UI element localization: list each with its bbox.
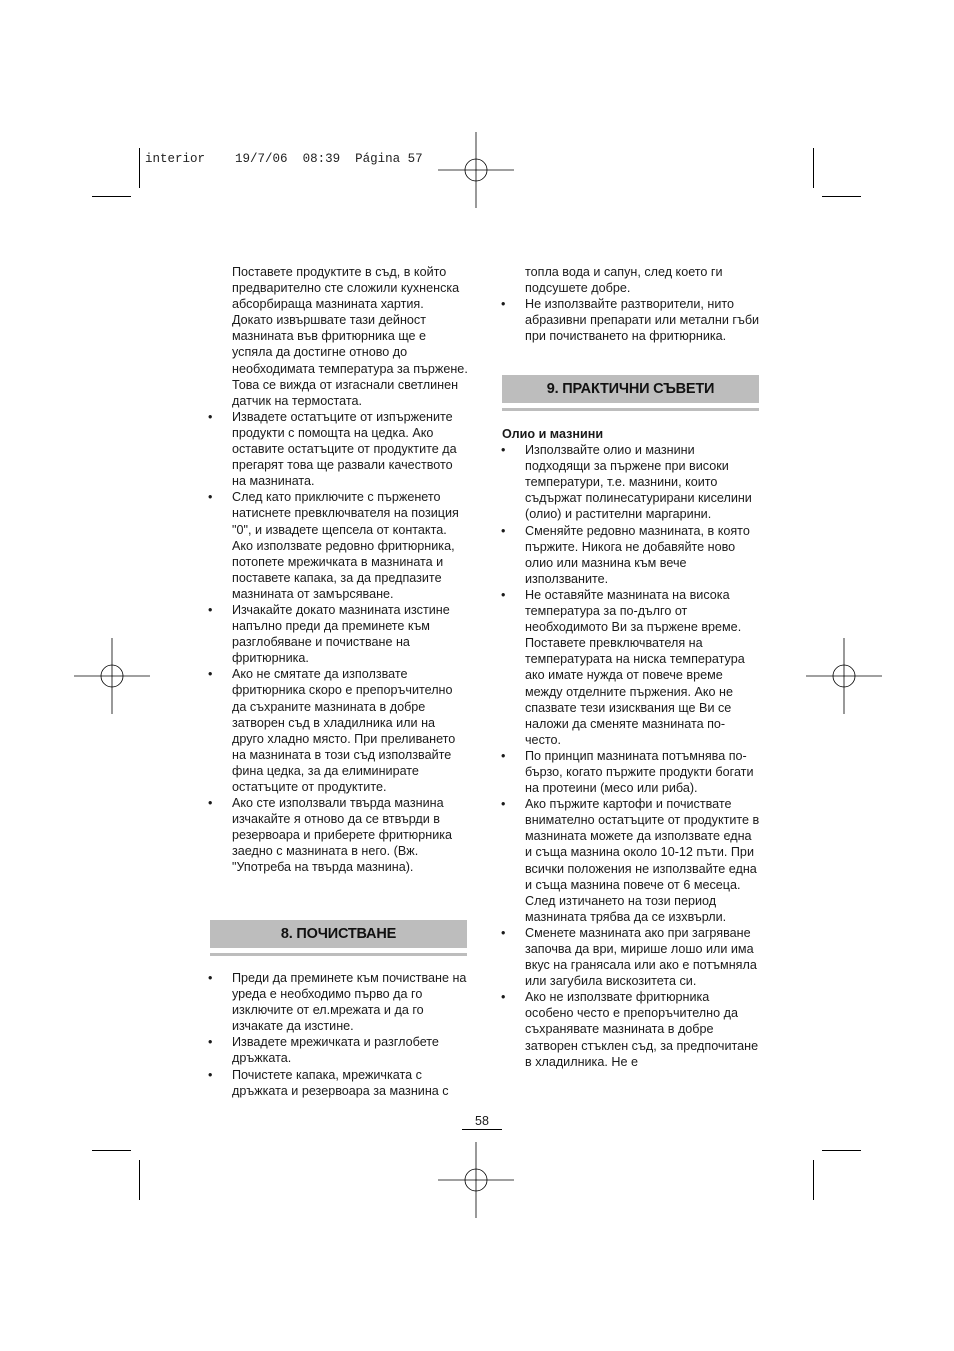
cleaning-list-continued xyxy=(525,296,761,344)
oil-tips-list xyxy=(502,442,761,1070)
page-number-rule xyxy=(462,1129,502,1130)
list-item: • След като приключите с пърженето натиснете превключвателя на позиция "0", и извадете щепсела от контакта. Ако използвате редовно фритюрника, потопете мрежичката в мазнината и поставете капака, за да предпазите мазнината от замърсяване. xyxy=(232,489,468,602)
registration-mark-icon xyxy=(806,638,882,714)
list-item: • Преди да преминете към почистване на уреда е необходимо първо да го изключите от ел.мрежата и да го изчакате да изстине. xyxy=(232,970,468,1034)
continuation-paragraph: топла вода и сапун, след което ги подсушете добре. xyxy=(525,265,723,296)
header-time: 08:39 xyxy=(302,152,341,166)
crop-mark xyxy=(92,196,131,197)
crop-mark xyxy=(813,1160,814,1200)
list-item: • Сменете мазнината ако при загряване започва да ври, мирише лошо или има вкус на гранясала или ако е потъмняла или загубила вискозитета си. xyxy=(525,925,761,989)
list-item: • Не оставяйте мазнината на висока температура за по-дълго от необходимото Ви за пържене време. Поставете превключвателя на температурата на ниска температура ако имате нужда от повече време между отделните пържения. Ако не спазвате тези изисквания ще Ви се наложи да сменяте мазнината по-често. xyxy=(525,587,761,748)
section-9-heading xyxy=(502,375,759,403)
list-item: • Сменяйте редовно мазнината, в която пържите. Никога не добавяйте ново олио или мазнина към вече използваните. xyxy=(525,523,761,587)
tips-list xyxy=(232,409,468,876)
print-header xyxy=(145,152,423,166)
list-item: • По принцип мазнината потъмнява по-бързо, когато пържите продукти богати на протеини (месо или риба). xyxy=(525,748,761,796)
section-8-body xyxy=(232,970,468,1099)
list-item: • Ако сте използвали твърда мазнина изчакайте я отново да се втвърди в резервоара и приберете фритюрника заедно с мазнината в него. (Вж. "Употреба на твърда мазнина). xyxy=(232,795,468,875)
section-rule xyxy=(210,953,467,956)
list-item: • Изчакайте докато мазнината изстине напълно преди да преминете към разглобяване и почистване на фритюрника. xyxy=(232,602,468,666)
crop-mark xyxy=(813,148,814,188)
section-8-heading xyxy=(210,920,467,948)
header-date: 19/7/06 xyxy=(235,152,288,166)
crop-mark xyxy=(139,148,140,188)
section-8-title: 8. ПОЧИСТВАНЕ xyxy=(280,926,397,942)
right-column xyxy=(525,264,761,344)
crop-mark xyxy=(822,1150,861,1151)
list-item: • Не използвайте разтворители, нито абразивни препарати или метални гъби при почистването на фритюрника. xyxy=(525,296,761,344)
registration-mark-icon xyxy=(74,638,150,714)
section-9-body xyxy=(502,426,761,1070)
page-number: 58 xyxy=(475,1114,489,1128)
crop-mark xyxy=(822,196,861,197)
left-column xyxy=(232,264,468,876)
list-item: • Почистете капака, мрежичката с дръжката и резервоара за мазнина с xyxy=(232,1067,468,1099)
section-rule xyxy=(502,408,759,411)
registration-mark-icon xyxy=(438,1142,514,1218)
list-item: • Извадете остатъците от изпържените продукти с помощта на цедка. Ако оставите остатъците от продуктите да прегарят това ще развали качеството на мазнината. xyxy=(232,409,468,489)
list-item: • Извадете мрежичката и разглобете дръжката. xyxy=(232,1034,468,1066)
list-item: • Ако не смятате да използвате фритюрника скоро е препоръчително да съхраните мазнината в добре затворен съд в хладилника или на друго хладно място. При преливането на мазнината в този съд използвайте фина цедка, за да елиминирате остатъците от продуктите. xyxy=(232,666,468,795)
list-item: • Използвайте олио и мазнини подходящи за пържене при високи температури, т.е. мазнини, които съдържат полинесатурирани киселини (олио) и растителни маргарини. xyxy=(525,442,761,522)
registration-mark-icon xyxy=(438,132,514,208)
crop-mark xyxy=(139,1160,140,1200)
list-item: • Ако пържите картофи и почиствате внимателно остатъците от продуктите в мазнината можете да използвате една и съща мазнина около 10-12 пъти. При всички положения не използвайте една и съща мазнина повече от 6 месеца. След изтичането на този период мазнината трябва да се изхвърли. xyxy=(525,796,761,925)
cleaning-list xyxy=(232,970,468,1099)
header-file: interior xyxy=(145,152,206,166)
header-page-label: Página 57 xyxy=(355,152,423,166)
list-item: • Ако не използвате фритюрника особено често е препоръчително да съхранявате мазнината в добре затворен стъклен съд, за предпочитане в хладилника. Не е xyxy=(525,989,761,1069)
section-9-title: 9. ПРАКТИЧНИ СЪВЕТИ xyxy=(546,381,715,397)
intro-paragraph: Поставете продуктите в съд, в който предварително сте сложили кухненска абсорбираща мазнината хартия. Докато извършвате тази дейност мазнината във фритюрника ще е успяла да достигне отново до необходимата температура за пържене. Това се вижда от изгаснали светлинен датчик на термостата. xyxy=(232,265,468,408)
subheading: Олио и мазнини xyxy=(502,427,604,441)
crop-mark xyxy=(92,1150,131,1151)
